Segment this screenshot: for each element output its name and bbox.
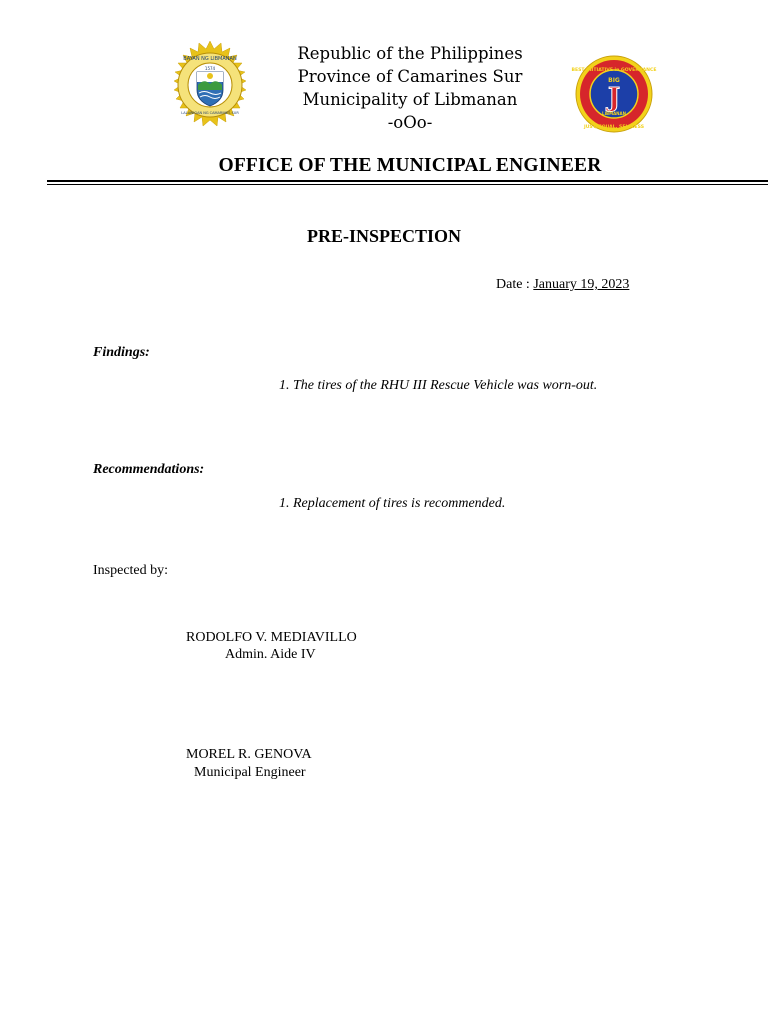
municipal-seal-logo bbox=[164, 40, 256, 132]
header-province: Province of Camarines Sur bbox=[297, 67, 523, 86]
seal-right-text-bottom: JUST, EQUAL, SELFLESS bbox=[583, 125, 645, 130]
findings-label: Findings: bbox=[93, 345, 150, 360]
recommendations-label: Recommendations: bbox=[93, 462, 205, 477]
header-republic: Republic of the Philippines bbox=[297, 44, 523, 63]
inspected-by-label: Inspected by: bbox=[93, 563, 169, 578]
signatory-title: Admin. Aide IV bbox=[225, 647, 316, 662]
signatory-title: Municipal Engineer bbox=[194, 765, 306, 780]
seal-right-j: J bbox=[607, 83, 621, 113]
seal-right-place: LIBMANAN bbox=[602, 111, 626, 116]
seal-text-bottom: LALAWIGAN NG CAMARINES SUR bbox=[181, 111, 239, 115]
recommendations-item: 1. Replacement of tires is recommended. bbox=[279, 496, 506, 511]
office-title: OFFICE OF THE MUNICIPAL ENGINEER bbox=[218, 155, 602, 176]
signatory-name: RODOLFO V. MEDIAVILLO bbox=[186, 630, 357, 645]
header-divider-thick bbox=[47, 180, 768, 182]
header-divider-thin bbox=[47, 184, 768, 185]
seal-right-text-top: BEST INITIATIVE in GOVERNANCE bbox=[571, 68, 657, 73]
big-j-seal-icon bbox=[570, 55, 658, 133]
document-title: PRE-INSPECTION bbox=[306, 226, 462, 246]
date-label: Date : bbox=[496, 277, 534, 292]
header-ornament: -oOo- bbox=[387, 113, 433, 132]
seal-text-top: BAYAN NG LIBMANAN bbox=[183, 56, 237, 62]
document-header bbox=[260, 42, 560, 134]
date-value: January 19, 2023 bbox=[533, 277, 630, 292]
signatory-name: MOREL R. GENOVA bbox=[186, 747, 312, 762]
date-line bbox=[496, 277, 629, 293]
municipal-seal-icon bbox=[164, 40, 256, 132]
big-governance-logo bbox=[570, 55, 658, 133]
findings-item: 1. The tires of the RHU III Rescue Vehicle was worn-out. bbox=[279, 378, 598, 393]
seal-year: 1574 bbox=[204, 66, 216, 71]
seal-right-letters: BIG bbox=[608, 77, 620, 84]
header-municipality: Municipality of Libmanan bbox=[302, 90, 518, 109]
